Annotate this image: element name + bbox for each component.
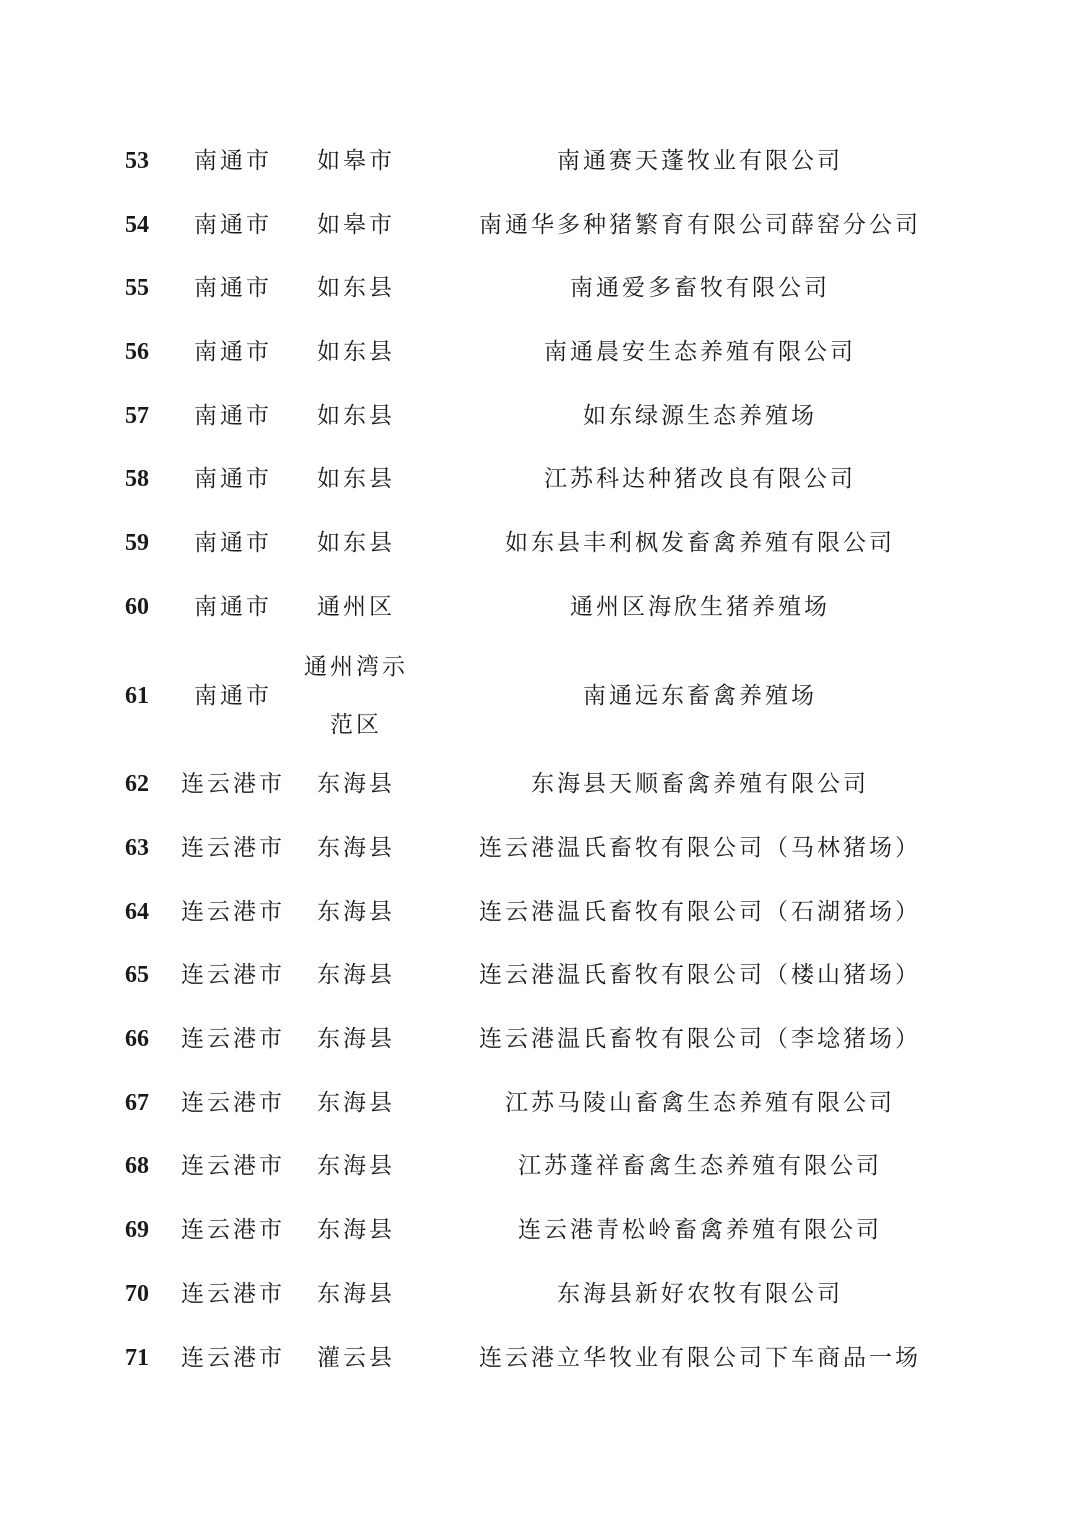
county-cell: 如东县 [317, 529, 395, 556]
company-cell: 连云港温氏畜牧有限公司（李埝猪场） [479, 1026, 921, 1053]
row-number: 56 [125, 338, 149, 365]
county-cell: 东海县 [317, 1217, 395, 1244]
county-cell: 东海县 [317, 1089, 395, 1116]
row-number: 60 [125, 593, 149, 620]
city-cell: 连云港市 [181, 1153, 285, 1180]
table-row [0, 816, 1080, 880]
county-cell [296, 639, 416, 753]
company-cell: 南通赛天蓬牧业有限公司 [557, 147, 843, 174]
county-cell: 如东县 [317, 466, 395, 493]
county-cell: 如东县 [317, 338, 395, 365]
table-row [0, 639, 1080, 753]
row-number: 58 [125, 466, 149, 493]
table-row [0, 320, 1080, 384]
table-row [0, 944, 1080, 1008]
county-line: 范区 [330, 711, 382, 738]
table-row [0, 753, 1080, 817]
company-cell: 如东绿源生态养殖场 [583, 402, 817, 429]
county-cell: 东海县 [317, 898, 395, 925]
row-number: 57 [125, 402, 149, 429]
company-cell: 连云港青松岭畜禽养殖有限公司 [518, 1217, 882, 1244]
city-cell: 南通市 [194, 593, 272, 620]
county-cell: 东海县 [317, 1026, 395, 1053]
table-row [0, 1326, 1080, 1390]
county-line: 通州湾示 [304, 653, 408, 680]
row-number: 68 [125, 1153, 149, 1180]
city-cell: 连云港市 [181, 1089, 285, 1116]
county-cell: 通州区 [317, 593, 395, 620]
company-cell: 如东县丰利枫发畜禽养殖有限公司 [505, 529, 895, 556]
company-cell: 南通华多种猪繁育有限公司薛窑分公司 [479, 211, 921, 238]
city-cell: 连云港市 [181, 1026, 285, 1053]
row-number: 69 [125, 1217, 149, 1244]
company-cell: 南通晨安生态养殖有限公司 [544, 338, 856, 365]
table-row [0, 1135, 1080, 1199]
row-number: 64 [125, 898, 149, 925]
county-cell: 东海县 [317, 771, 395, 798]
company-cell: 江苏蓬祥畜禽生态养殖有限公司 [518, 1153, 882, 1180]
table-row [0, 575, 1080, 639]
company-cell: 连云港温氏畜牧有限公司（楼山猪场） [479, 962, 921, 989]
farm-list-table [0, 129, 1080, 1389]
county-cell: 灌云县 [317, 1344, 395, 1371]
city-cell: 南通市 [194, 682, 272, 709]
table-row [0, 129, 1080, 193]
city-cell: 南通市 [194, 211, 272, 238]
company-cell: 江苏马陵山畜禽生态养殖有限公司 [505, 1089, 895, 1116]
city-cell: 连云港市 [181, 962, 285, 989]
city-cell: 连云港市 [181, 898, 285, 925]
city-cell: 连云港市 [181, 1280, 285, 1307]
city-cell: 南通市 [194, 402, 272, 429]
county-cell: 如东县 [317, 275, 395, 302]
table-row [0, 384, 1080, 448]
row-number: 70 [125, 1280, 149, 1307]
table-row [0, 1198, 1080, 1262]
company-cell: 连云港立华牧业有限公司下车商品一场 [479, 1344, 921, 1371]
company-cell: 通州区海欣生猪养殖场 [570, 593, 830, 620]
county-cell: 东海县 [317, 1153, 395, 1180]
row-number: 53 [125, 147, 149, 174]
row-number: 59 [125, 529, 149, 556]
table-row [0, 1262, 1080, 1326]
county-cell: 东海县 [317, 962, 395, 989]
city-cell: 连云港市 [181, 1344, 285, 1371]
city-cell: 南通市 [194, 338, 272, 365]
table-row [0, 193, 1080, 257]
row-number: 66 [125, 1026, 149, 1053]
row-number: 65 [125, 962, 149, 989]
company-cell: 连云港温氏畜牧有限公司（马林猪场） [479, 835, 921, 862]
city-cell: 南通市 [194, 529, 272, 556]
city-cell: 连云港市 [181, 1217, 285, 1244]
table-row [0, 1007, 1080, 1071]
row-number: 54 [125, 211, 149, 238]
county-cell: 如皋市 [317, 211, 395, 238]
row-number: 71 [125, 1344, 149, 1371]
table-row [0, 880, 1080, 944]
city-cell: 南通市 [194, 147, 272, 174]
row-number: 55 [125, 275, 149, 302]
company-cell: 江苏科达种猪改良有限公司 [544, 466, 856, 493]
company-cell: 连云港温氏畜牧有限公司（石湖猪场） [479, 898, 921, 925]
table-row [0, 511, 1080, 575]
table-row [0, 447, 1080, 511]
company-cell: 南通远东畜禽养殖场 [583, 682, 817, 709]
county-cell: 东海县 [317, 835, 395, 862]
city-cell: 南通市 [194, 466, 272, 493]
company-cell: 东海县天顺畜禽养殖有限公司 [531, 771, 869, 798]
row-number: 63 [125, 835, 149, 862]
county-cell: 如皋市 [317, 147, 395, 174]
city-cell: 连云港市 [181, 835, 285, 862]
county-cell: 如东县 [317, 402, 395, 429]
county-cell: 东海县 [317, 1280, 395, 1307]
company-cell: 南通爱多畜牧有限公司 [570, 275, 830, 302]
table-row [0, 1071, 1080, 1135]
city-cell: 连云港市 [181, 771, 285, 798]
city-cell: 南通市 [194, 275, 272, 302]
row-number: 67 [125, 1089, 149, 1116]
row-number: 61 [125, 682, 149, 709]
company-cell: 东海县新好农牧有限公司 [557, 1280, 843, 1307]
row-number: 62 [125, 771, 149, 798]
table-row [0, 256, 1080, 320]
